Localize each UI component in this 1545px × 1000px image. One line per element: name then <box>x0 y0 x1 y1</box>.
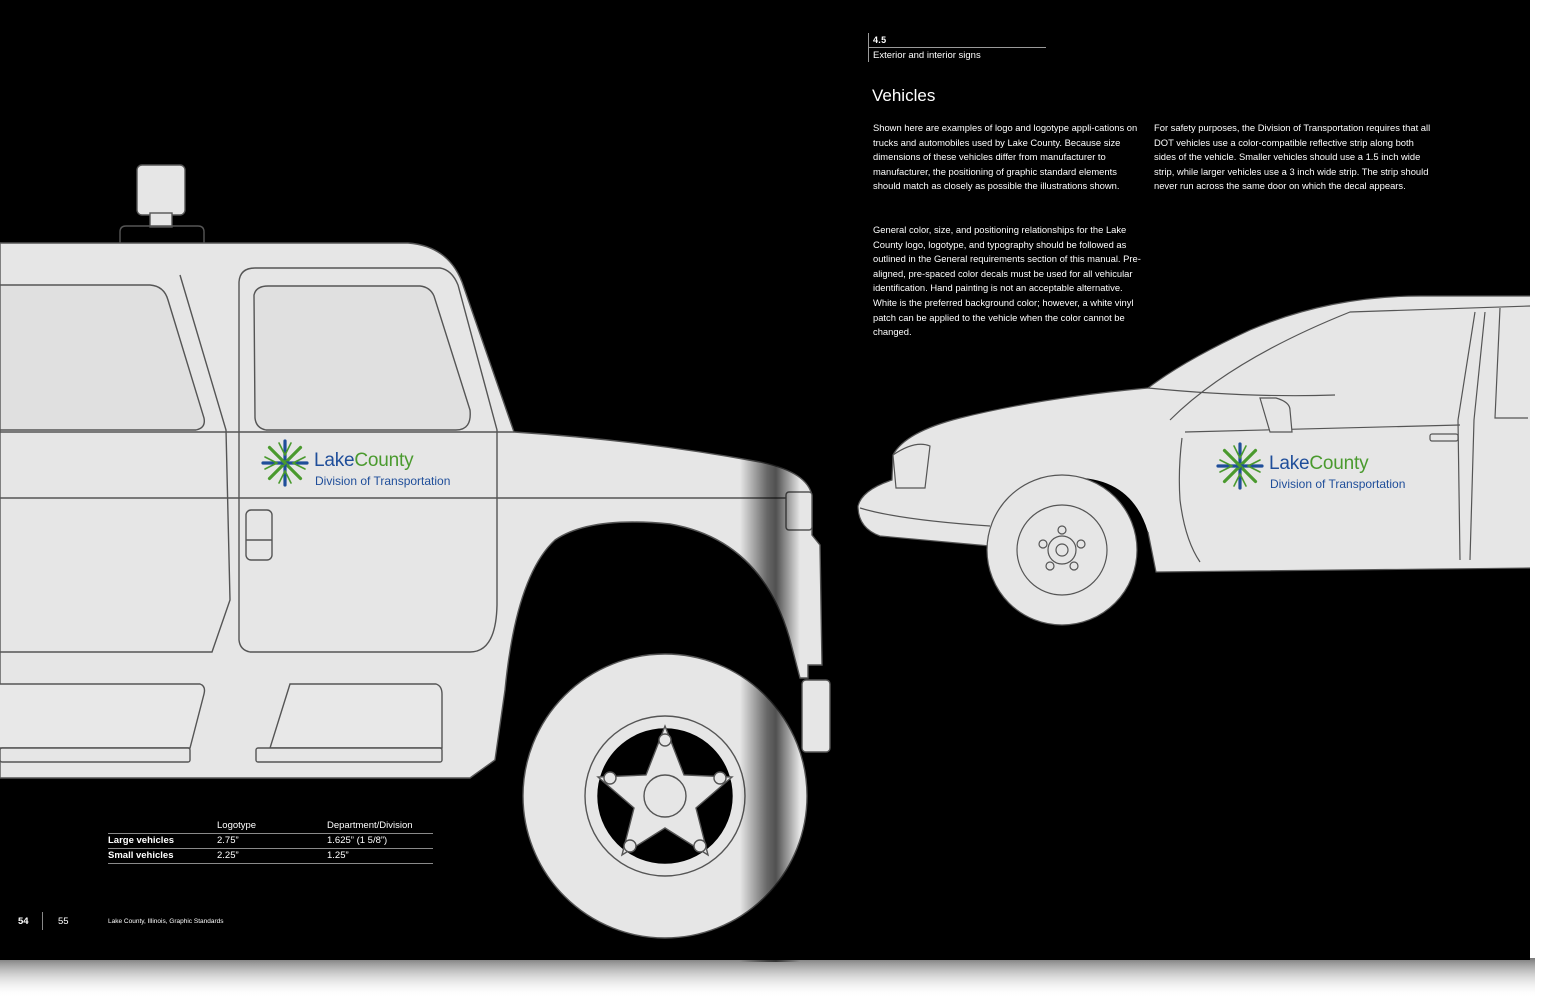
logo-lake: Lake <box>1269 453 1310 474</box>
car-logo-starburst-icon <box>1218 444 1262 488</box>
table-row <box>108 849 433 864</box>
gutter-shadow <box>740 0 800 962</box>
logo-county: County <box>354 450 414 471</box>
row-logotype: 2.75” <box>217 835 239 846</box>
row-department: 1.25” <box>327 850 349 861</box>
page-number-divider <box>42 912 43 930</box>
car-logotype <box>1269 453 1368 475</box>
header-logotype: Logotype <box>217 820 257 831</box>
row-label: Large vehicles <box>108 835 175 846</box>
section-rule <box>868 47 1046 48</box>
table-row <box>108 834 433 849</box>
body-paragraph-2: General color, size, and positioning relationships for the Lake County logo, logotype, and typography should be followed as outlined in the General requirements section of this manual. Pre-aligned, pre-spaced color decals must be used for all vehicular identification. Hand painting is not an acceptable alternative. White is the preferred background color; however, a white vinyl patch can be applied to the vehicle when the color cannot be changed. <box>873 224 1141 338</box>
logo-county: County <box>1309 453 1369 474</box>
header-department: Department/Division <box>327 820 413 831</box>
body-paragraph-3: For safety purposes, the Division of Transportation requires that all DOT vehicles use a color-compatible reflective strip along both sides of the vehicle. Smaller vehicles should use a 1.5 inch wide strip, while larger vehicles use a 3 inch wide strip. The strip should never run across the same door on which the decal appears. <box>1154 122 1431 192</box>
truck-logotype <box>314 450 413 472</box>
size-table <box>108 819 433 864</box>
table-header <box>108 819 433 834</box>
row-department: 1.625” (1 5/8”) <box>327 835 388 846</box>
page-number-right: 55 <box>58 916 69 927</box>
car-logo-division: Division of Transportation <box>1270 477 1406 491</box>
page-number-left: 54 <box>18 916 29 927</box>
truck-logo-division: Division of Transportation <box>315 474 451 488</box>
row-logotype: 2.25” <box>217 850 239 861</box>
row-label: Small vehicles <box>108 850 174 861</box>
section-number: 4.5 <box>873 35 887 45</box>
logo-lake: Lake <box>314 450 355 471</box>
truck-logo-starburst-icon <box>263 441 307 485</box>
page-shadow <box>0 958 1535 998</box>
footer-title: Lake County, Illinois, Graphic Standards <box>108 918 224 925</box>
body-paragraph-1: Shown here are examples of logo and logotype appli-cations on trucks and automobiles used by Lake County. Because size dimensions of these vehicles differ from manufacturer to manufacturer, the positioning of graphic standard elements should match as closely as possible the illustrations shown. <box>873 122 1138 192</box>
page-heading: Vehicles <box>872 86 936 105</box>
section-name: Exterior and interior signs <box>873 50 981 61</box>
